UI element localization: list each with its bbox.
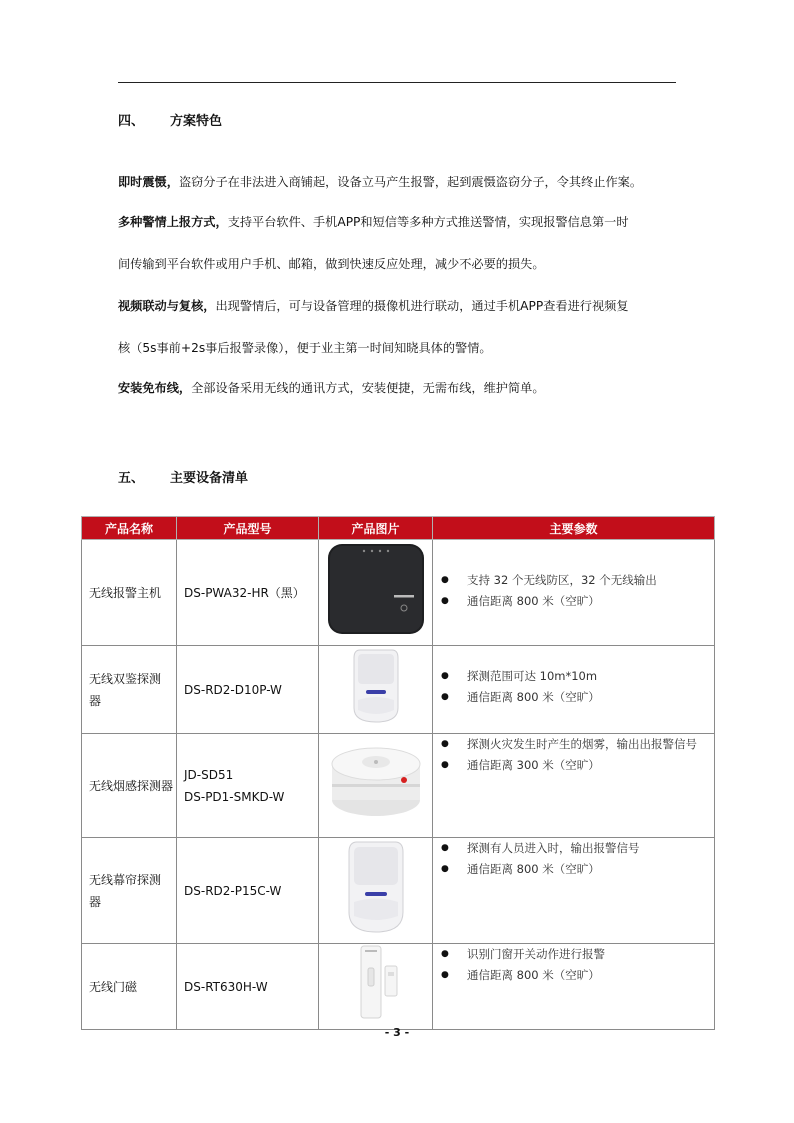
product-image-cell <box>319 734 433 838</box>
paragraph-text: 间传输到平台软件或用户手机、邮箱，做到快速反应处理，减少不必要的损失。 <box>118 257 545 271</box>
product-model-cell <box>177 734 319 838</box>
param-item: ● 通信距离 800 米（空旷） <box>441 591 714 612</box>
table-header-row <box>82 517 715 540</box>
product-params <box>433 838 715 944</box>
product-image-cell <box>319 944 433 1030</box>
product-model: DS-PD1-SMKD-W <box>184 789 285 804</box>
product-image-cell <box>319 540 433 646</box>
paragraph <box>118 298 698 314</box>
column-header: 产品图片 <box>319 517 433 540</box>
product-params <box>433 944 715 1030</box>
product-model: DS-RD2-D10P-W <box>177 646 319 734</box>
product-name: 无线双鉴探测器 <box>82 646 177 734</box>
product-model: DS-RD2-P15C-W <box>177 838 319 944</box>
product-name: 无线报警主机 <box>82 540 177 646</box>
param-item: ● 通信距离 300 米（空旷） <box>441 755 714 776</box>
param-item: ● 通信距离 800 米（空旷） <box>441 859 714 880</box>
section-5-heading <box>118 467 248 486</box>
param-item: ● 探测范围可达 10m*10m <box>441 666 714 687</box>
table-row <box>82 944 715 1030</box>
param-item: ● 探测火灾发生时产生的烟雾，输出出报警信号 <box>441 734 714 755</box>
paragraph-text: 盗窃分子在非法进入商铺起，设备立马产生报警，起到震慑盗窃分子，令其终止作案。 <box>178 175 643 189</box>
product-model: JD-SD51 <box>184 767 234 782</box>
paragraph-text: 核（5s事前+2s事后报警录像），便于业主第一时间知晓具体的警情。 <box>118 341 492 355</box>
product-params <box>433 646 715 734</box>
table-row <box>82 734 715 838</box>
product-name: 无线幕帘探测器 <box>82 838 177 944</box>
param-item: ● 通信距离 800 米（空旷） <box>441 687 714 708</box>
paragraph-text: 支持平台软件、手机APP和短信等多种方式推送警情，实现报警信息第一时 <box>227 215 629 229</box>
table-row <box>82 540 715 646</box>
product-params <box>433 540 715 646</box>
column-header: 产品名称 <box>82 517 177 540</box>
section-4-heading <box>118 110 222 129</box>
column-header: 产品型号 <box>177 517 319 540</box>
door-contact-image <box>341 944 411 1022</box>
paragraph-lead: 视频联动与复核， <box>118 299 216 313</box>
smoke-detector-image <box>324 734 428 830</box>
param-item: ● 探测有人员进入时，输出报警信号 <box>441 838 714 859</box>
paragraph <box>118 380 698 396</box>
paragraph-lead: 安装免布线， <box>118 381 192 395</box>
product-model: DS-PWA32-HR（黑） <box>177 540 319 646</box>
param-item: ● 支持 32 个无线防区，32 个无线输出 <box>441 570 714 591</box>
equipment-table <box>81 516 715 1030</box>
product-image-cell <box>319 646 433 734</box>
paragraph <box>118 340 698 356</box>
product-name: 无线烟感探测器 <box>82 734 177 838</box>
dual-tech-detector-image <box>346 646 406 726</box>
paragraph-lead: 即时震慑， <box>118 175 179 189</box>
paragraph-text: 全部设备采用无线的通讯方式，安装便捷，无需布线，维护简单。 <box>191 381 545 395</box>
alarm-host-image <box>324 540 428 638</box>
section-number: 五、 <box>118 471 145 486</box>
param-item: ● 通信距离 800 米（空旷） <box>441 965 714 986</box>
paragraph <box>118 174 698 190</box>
paragraph-lead: 多种警情上报方式， <box>118 215 228 229</box>
table-row <box>82 646 715 734</box>
curtain-detector-image <box>341 838 411 936</box>
paragraph-text: 出现警情后，可与设备管理的摄像机进行联动，通过手机APP查看进行视频复 <box>215 299 629 313</box>
table-row <box>82 838 715 944</box>
section-number: 四、 <box>118 114 145 129</box>
page-number: - 3 - <box>384 1026 410 1039</box>
product-params <box>433 734 715 838</box>
product-name: 无线门磁 <box>82 944 177 1030</box>
product-image-cell <box>319 838 433 944</box>
param-item: ● 识别门窗开关动作进行报警 <box>441 944 714 965</box>
product-model: DS-RT630H-W <box>177 944 319 1030</box>
section-title: 主要设备清单 <box>170 471 249 486</box>
header-rule <box>118 82 676 83</box>
section-title: 方案特色 <box>170 114 223 129</box>
paragraph <box>118 214 698 230</box>
column-header: 主要参数 <box>433 517 715 540</box>
paragraph <box>118 256 698 272</box>
